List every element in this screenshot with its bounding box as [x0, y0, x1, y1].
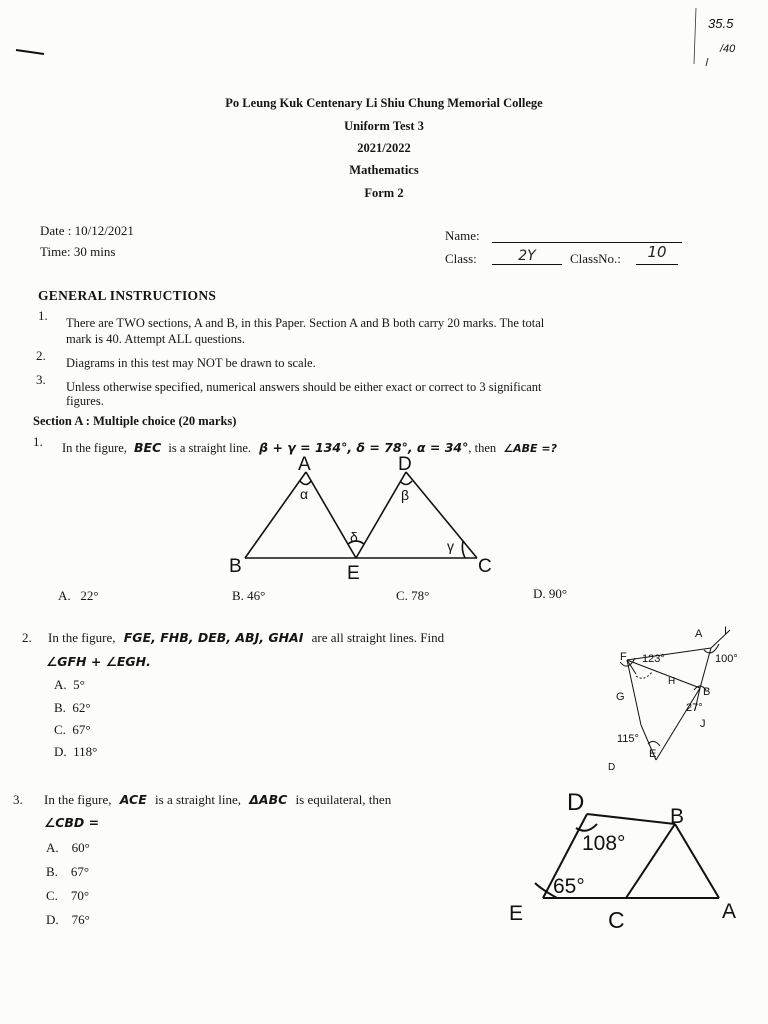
- option-letter: A.: [54, 677, 67, 692]
- exam-date: Date : 10/12/2021: [40, 223, 134, 238]
- q3-angle-label: 65°: [553, 875, 585, 898]
- instruction-text-cont: figures.: [66, 394, 104, 408]
- line-ab: [245, 472, 309, 558]
- option-letter: B.: [232, 588, 244, 603]
- pen-mark: [10, 42, 50, 62]
- option-value: 22°: [80, 588, 99, 603]
- q3-option[interactable]: [46, 840, 90, 856]
- q3-point-label: C: [608, 907, 625, 933]
- arc-beta: [400, 481, 412, 485]
- academic-year: 2021/2022: [357, 141, 411, 155]
- name-label: Name:: [445, 228, 480, 243]
- q3-figure: [505, 786, 763, 936]
- q3-angle-label: 108°: [582, 832, 626, 855]
- q1-number: 1.: [33, 434, 43, 449]
- q2-stem: [48, 630, 444, 646]
- q1-option[interactable]: [396, 588, 429, 604]
- q3-option[interactable]: [46, 888, 89, 904]
- q2-option[interactable]: [54, 677, 85, 693]
- q1-math: β + γ = 134°, δ = 78°, α = 34°: [259, 440, 469, 455]
- q2-point-label: G: [616, 691, 625, 703]
- option-value: 118°: [73, 744, 98, 759]
- line-ba: [675, 824, 719, 898]
- q3-text: In the figure,: [44, 792, 112, 807]
- option-letter: A.: [46, 840, 59, 855]
- q2-option[interactable]: [54, 744, 97, 760]
- q3-point-label: E: [509, 902, 524, 925]
- name-field[interactable]: [492, 230, 682, 243]
- q2-point-label: A: [695, 628, 703, 640]
- q1-angle-label: δ: [350, 529, 358, 545]
- test-title: Uniform Test 3: [344, 119, 424, 133]
- option-letter: C.: [396, 588, 408, 603]
- q2-point-label: F: [620, 651, 627, 663]
- school-name: Po Leung Kuk Centenary Li Shiu Chung Memorial College: [225, 96, 543, 110]
- q2-text: In the figure,: [48, 630, 116, 645]
- q3-number: 3.: [13, 792, 23, 807]
- option-value: 62°: [72, 700, 91, 715]
- q2-angle-label: 115°: [617, 733, 639, 745]
- exam-time: Time: 30 mins: [40, 244, 116, 259]
- option-value: 46°: [247, 588, 266, 603]
- q2-angle-label: 27°: [686, 702, 703, 714]
- option-letter: D.: [533, 586, 546, 601]
- instruction-text: There are TWO sections, A and B, in this Paper. Section A and B both carry 20 marks. The total: [66, 316, 545, 330]
- q2-angle-label: 123°: [642, 653, 665, 665]
- q2-option[interactable]: [54, 722, 91, 738]
- subject: Mathematics: [349, 163, 419, 177]
- q2-point-label: B: [703, 686, 711, 698]
- option-letter: D.: [46, 912, 59, 927]
- q2-figure: [600, 620, 768, 776]
- q1-point-label: D: [398, 454, 412, 475]
- option-value: 5°: [73, 677, 85, 692]
- q3-point-label: D: [567, 789, 585, 816]
- q1-text: , then: [468, 441, 497, 455]
- q1-point-label: E: [347, 563, 360, 584]
- option-value: 67°: [72, 722, 91, 737]
- score-value: 35.5: [708, 16, 734, 31]
- q3-point-label: B: [670, 805, 685, 828]
- line-db: [587, 814, 675, 824]
- option-value: 67°: [70, 864, 90, 879]
- classno-value: 10: [647, 243, 667, 261]
- q1-figure: [225, 452, 505, 584]
- q3-text: is a straight line,: [155, 792, 241, 807]
- q3-stem: [44, 792, 391, 808]
- instructions-heading: GENERAL INSTRUCTIONS: [38, 288, 217, 303]
- option-letter: B.: [46, 864, 58, 879]
- line-ab: [700, 648, 711, 688]
- class-label: Class:: [445, 251, 477, 266]
- q2-math-line: ∠GFH + ∠EGH.: [46, 654, 151, 669]
- q1-text: is a straight line.: [168, 441, 252, 455]
- q1-angle-label: β: [401, 487, 410, 503]
- line-ai: [711, 630, 730, 648]
- q3-option[interactable]: [46, 864, 89, 880]
- handwritten-score: [690, 6, 762, 68]
- q1-angle-label: γ: [447, 538, 454, 554]
- classno-field[interactable]: [636, 243, 678, 265]
- classno-label: ClassNo.:: [570, 251, 621, 266]
- line-fge: [627, 660, 641, 725]
- q2-number: 2.: [22, 630, 32, 645]
- line-ae: [306, 472, 356, 558]
- q1-angle-label: α: [300, 486, 309, 502]
- line-ghai: [627, 648, 711, 660]
- q3-text: is equilateral, then: [295, 792, 392, 807]
- option-value: 78°: [411, 588, 430, 603]
- q1-option[interactable]: [533, 586, 567, 602]
- instruction-text: Diagrams in this test may NOT be drawn to scale.: [66, 356, 316, 370]
- q3-option[interactable]: [46, 912, 90, 928]
- q2-point-label: I: [724, 625, 728, 637]
- q1-math: ∠ABE =?: [503, 442, 557, 455]
- q2-option[interactable]: [54, 700, 91, 716]
- option-letter: D.: [54, 744, 67, 759]
- q3-point-label: A: [722, 900, 737, 923]
- q1-point-label: B: [229, 556, 242, 577]
- q3-math-line: ∠CBD =: [44, 815, 100, 830]
- section-a-title: Section A : Multiple choice (20 marks): [33, 414, 237, 428]
- option-letter: B.: [54, 700, 66, 715]
- q2-math: FGE, FHB, DEB, ABJ, GHAI: [123, 630, 304, 645]
- q2-text: are all straight lines. Find: [311, 630, 445, 645]
- line-ed: [356, 472, 406, 558]
- instruction-text-cont: mark is 40. Attempt ALL questions.: [66, 332, 246, 346]
- q3-math: ΔABC: [249, 792, 288, 807]
- option-letter: A.: [58, 588, 71, 603]
- q1-math: BEC: [134, 440, 162, 455]
- q1-point-label: C: [478, 556, 492, 577]
- q1-text: In the figure,: [62, 441, 127, 455]
- arc-alpha: [300, 481, 311, 485]
- q1-option[interactable]: [232, 588, 265, 604]
- q2-point-label: E: [649, 748, 657, 760]
- q3-math: ACE: [119, 792, 147, 807]
- q1-option[interactable]: [58, 588, 99, 604]
- class-value: 2Y: [518, 248, 536, 264]
- option-value: 60°: [71, 840, 90, 855]
- option-value: 90°: [548, 586, 568, 601]
- q2-angle-label: 100°: [715, 653, 738, 665]
- instruction-number: 1.: [38, 308, 48, 323]
- line-bc: [626, 824, 675, 898]
- q2-point-label: D: [608, 762, 616, 773]
- form-level: Form 2: [364, 186, 404, 200]
- line-dc: [406, 472, 477, 558]
- instruction-number: 3.: [36, 372, 46, 387]
- option-letter: C.: [46, 888, 58, 903]
- q2-point-label: J: [700, 718, 706, 730]
- dashed-arc: [636, 672, 652, 678]
- class-field[interactable]: [492, 247, 562, 265]
- score-total: /40: [720, 43, 736, 55]
- q2-point-label: H: [668, 676, 676, 687]
- line-deb: [656, 688, 700, 760]
- option-letter: C.: [54, 722, 66, 737]
- option-value: 76°: [71, 912, 90, 927]
- instruction-number: 2.: [36, 348, 46, 363]
- q1-point-label: A: [298, 454, 311, 475]
- option-value: 70°: [70, 888, 90, 903]
- instruction-text: Unless otherwise specified, numerical answers should be either exact or correct to 3 significant: [66, 380, 542, 394]
